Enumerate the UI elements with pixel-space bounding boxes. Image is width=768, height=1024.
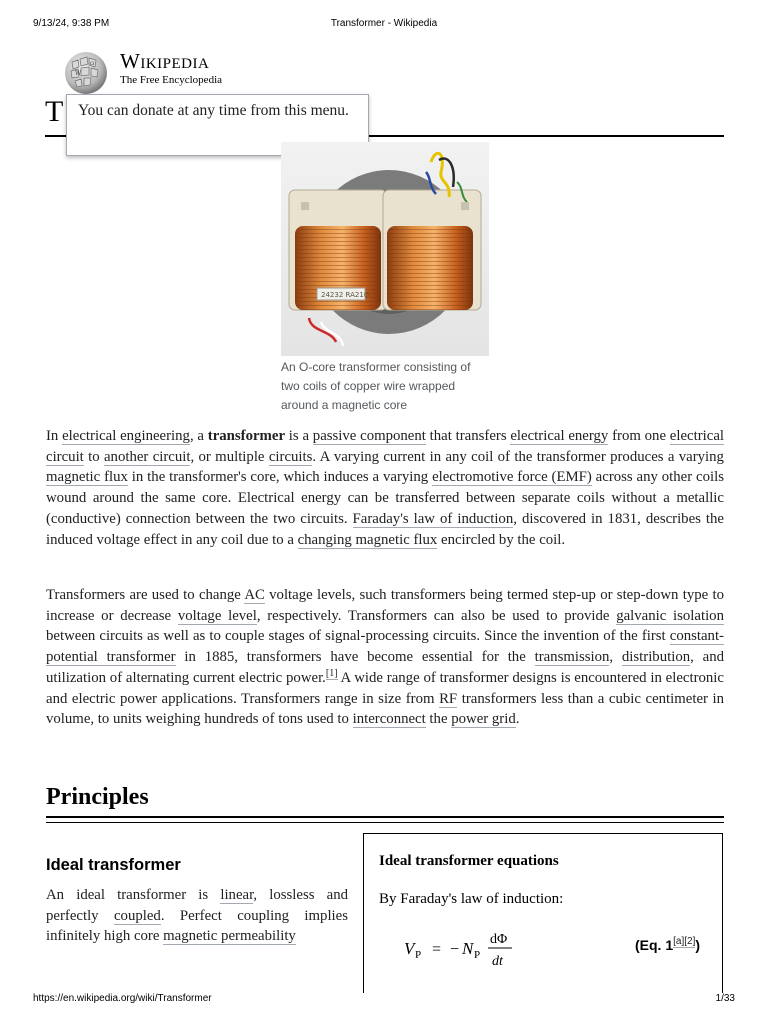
link-transmission[interactable]: transmission	[534, 649, 610, 666]
link-rf[interactable]: RF	[439, 690, 458, 707]
wikipedia-globe-icon	[63, 50, 109, 96]
formula-minus: −	[450, 941, 460, 958]
link-changing-magnetic-flux[interactable]: changing magnetic flux	[297, 531, 438, 548]
link-constant-potential-transformer[interactable]: constant-potential transformer	[46, 628, 724, 666]
link-electrical-engineering[interactable]: electrical engineering	[62, 428, 190, 444]
print-page-title: Transformer - Wikipedia	[330, 18, 438, 29]
donate-tooltip[interactable]: You can donate at any time from this menu.	[66, 94, 369, 156]
formula-np: N	[462, 939, 474, 958]
print-datetime: 9/13/24, 9:38 PM	[33, 18, 110, 29]
note-a-link[interactable]: [a]	[673, 936, 685, 948]
print-url: https://en.wikipedia.org/wiki/Transformer	[33, 993, 212, 1004]
intro-paragraph-2: Transformers are used to change AC voltage levels, such transformers being termed step-up or step-down type to increase or decrease voltage level, respectively. Transformers can also be used to provide galvanic isolation between circuits as well as to couple stages of signal-processing circuits. Since the invention of the first constant-potential transformer in 1885, transformers have become essential for the transmission, distribution, and utilization of alternating current electric power.[1] A wide range of transformer designs is encountered in electronic and electric power applications. Transformers range in size from RF transformers less than a cubic centimeter in volume, to units weighing hundreds of tons used to interconnect the power grid.	[46, 587, 725, 728]
transformer-photo[interactable]	[281, 142, 489, 356]
link-magnetic-flux[interactable]: magnetic flux	[46, 469, 128, 486]
formula-vp-sub: P	[415, 949, 422, 961]
link-linear[interactable]: linear	[220, 887, 254, 903]
link-emf[interactable]: electromotive force (EMF)	[432, 469, 592, 486]
infobox-figure	[281, 142, 489, 415]
print-page-number: 1/33	[715, 993, 735, 1004]
link-galvanic-isolation[interactable]: galvanic isolation	[616, 607, 724, 624]
print-footer	[0, 993, 768, 1007]
figure-caption: An O-core transformer consisting of two coils of copper wire wrapped around a magnetic core	[281, 360, 471, 412]
coil-tape-label: 24232 RA21G	[321, 291, 370, 299]
reference-1	[326, 668, 338, 680]
section-rule	[46, 816, 724, 818]
equation-1-formula	[402, 926, 562, 970]
ideal-transformer-paragraph: An ideal transformer is linear, lossless and perfectly coupled. Perfect coupling implies infinitely high core magnetic permeability	[46, 887, 349, 945]
formula-equals: =	[432, 941, 442, 958]
formula-np-sub: P	[474, 949, 481, 961]
intro-paragraph-1: In electrical engineering, a transformer is a passive component that transfers electrical energy from one electrical circuit to another circuit, or multiple circuits. A varying current in any coil of the transformer produces a varying magnetic flux in the transformer's core, which induces a varying electromotive force (EMF) across any other coils wound around the same core. Electrical energy can be transferred between separate coils without a metallic (conductive) connection between the two circuits. Faraday's law of induction, discovered in 1831, describes the induced voltage effect in any coil due to a changing magnetic flux encircled by the coil.	[46, 428, 725, 548]
equations-box-intro: By Faraday's law of induction:	[379, 891, 564, 907]
ideal-transformer-equations-box	[363, 833, 723, 993]
link-ac[interactable]: AC	[244, 587, 265, 603]
wikipedia-tagline: The Free Encyclopedia	[120, 74, 223, 86]
link-electrical-circuit[interactable]: electrical circuit	[46, 428, 725, 465]
formula-numerator: dΦ	[490, 932, 508, 947]
print-header	[0, 18, 768, 32]
link-circuits[interactable]: circuits	[268, 448, 313, 465]
link-interconnect[interactable]: interconnect	[352, 711, 426, 728]
link-distribution[interactable]: distribution	[621, 649, 691, 666]
reference-1-link[interactable]: [1]	[325, 667, 338, 679]
wikipedia-wordmark: Wikipedia	[120, 49, 210, 73]
equation-1-label: (Eq. 1[a][2])	[635, 936, 701, 953]
link-passive-component[interactable]: passive component	[312, 428, 426, 444]
subsection-heading-ideal-transformer: Ideal transformer	[46, 856, 181, 874]
formula-vp: V	[404, 939, 415, 958]
equations-box-title: Ideal transformer equations	[379, 853, 559, 869]
formula-denominator: dt	[492, 954, 503, 969]
reference-2-link[interactable]: [2]	[684, 936, 696, 948]
link-coupled[interactable]: coupled	[113, 907, 161, 924]
link-power-grid[interactable]: power grid	[451, 711, 516, 728]
svg-text:Ω: Ω	[90, 61, 95, 67]
svg-text:W: W	[75, 70, 82, 77]
link-voltage-level[interactable]: voltage level	[177, 607, 257, 624]
link-magnetic-permeability[interactable]: magnetic permeability	[163, 928, 296, 945]
link-faradays-law[interactable]: Faraday's law of induction	[352, 510, 514, 527]
wikipedia-logo[interactable]	[63, 48, 303, 92]
page-title: T	[45, 95, 64, 128]
section-heading-principles: Principles	[46, 784, 149, 810]
link-electrical-energy[interactable]: electrical energy	[510, 428, 609, 444]
section-rule-thin	[46, 822, 724, 823]
link-another-circuit[interactable]: another circuit	[103, 448, 191, 465]
